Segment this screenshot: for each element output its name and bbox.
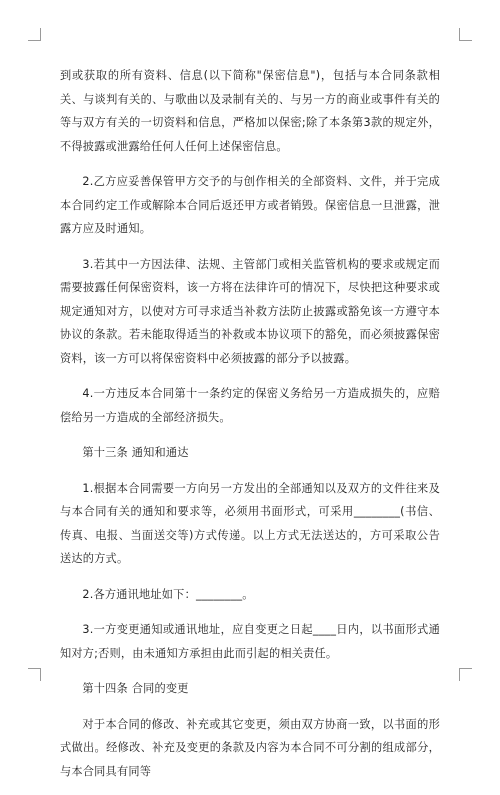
paragraph-notice-1: 1.根据本合同需要一方向另一方发出的全部通知以及双方的文件往来及与本合同有关的通知和要求等，必须用书面形式，可采用________(书信、传真、电报、当面送交等)方式传递。以上方式无法送达的，方可采取公告送达的方式。: [60, 481, 440, 565]
paragraph-clause-2: 2.乙方应妥善保管甲方交予的与创作相关的全部资料、文件，并于完成本合同约定工作或解除本合同后返还甲方或者销毁。保密信息一旦泄露，泄露方应及时通知。: [60, 175, 440, 235]
paragraph-confidential-info: 到或获取的所有资料、信息(以下简称"保密信息")，包括与本合同条款相关、与谈判有关的、与歌曲以及录制有关的、与另一方的商业或事件有关的等与双方有关的一切资料和信息，严格加以保密;除了本条第3款的规定外，不得披露或泄露给任何人任何上述保密信息。: [60, 69, 440, 153]
section-heading-13: 第十三条 通知和通达: [82, 446, 189, 459]
crop-mark-top-right: [459, 28, 472, 41]
crop-mark-bottom-right: [459, 668, 472, 681]
paragraph-notice-3: 3.一方变更通知或通讯地址，应自变更之日起____日内，以书面形式通知对方;否则，由未通知方承担由此而引起的相关责任。: [60, 623, 440, 660]
section-heading-14: 第十四条 合同的变更: [82, 682, 189, 695]
paragraph-notice-2: 2.各方通讯地址如下：________。: [82, 587, 254, 601]
crop-mark-bottom-left: [28, 668, 41, 681]
crop-mark-top-left: [28, 28, 41, 41]
paragraph-clause-4: 4.一方违反本合同第十一条约定的保密义务给另一方造成损失的，应赔偿给另一方造成的全部经济损失。: [60, 387, 440, 424]
paragraph-clause-3: 3.若其中一方因法律、法规、主管部门或相关监管机构的要求或规定而需要披露任何保密资料，该一方将在法律许可的情况下，尽快把这种要求或规定通知对方，以使对方可寻求适当补救方法防止披露或豁免该一方遵守本协议的条款。若未能取得适当的补救或本协议项下的豁免，而必须披露保密资料，该一方可以将保密资料中必须披露的部分予以披露。: [60, 257, 440, 365]
document-body: [60, 64, 440, 795]
paragraph-amendment: 对于本合同的修改、补充或其它变更，须由双方协商一致，以书面的形式做出。经修改、补充及变更的条款及内容为本合同不可分割的组成部分，与本合同具有同等: [60, 717, 440, 778]
